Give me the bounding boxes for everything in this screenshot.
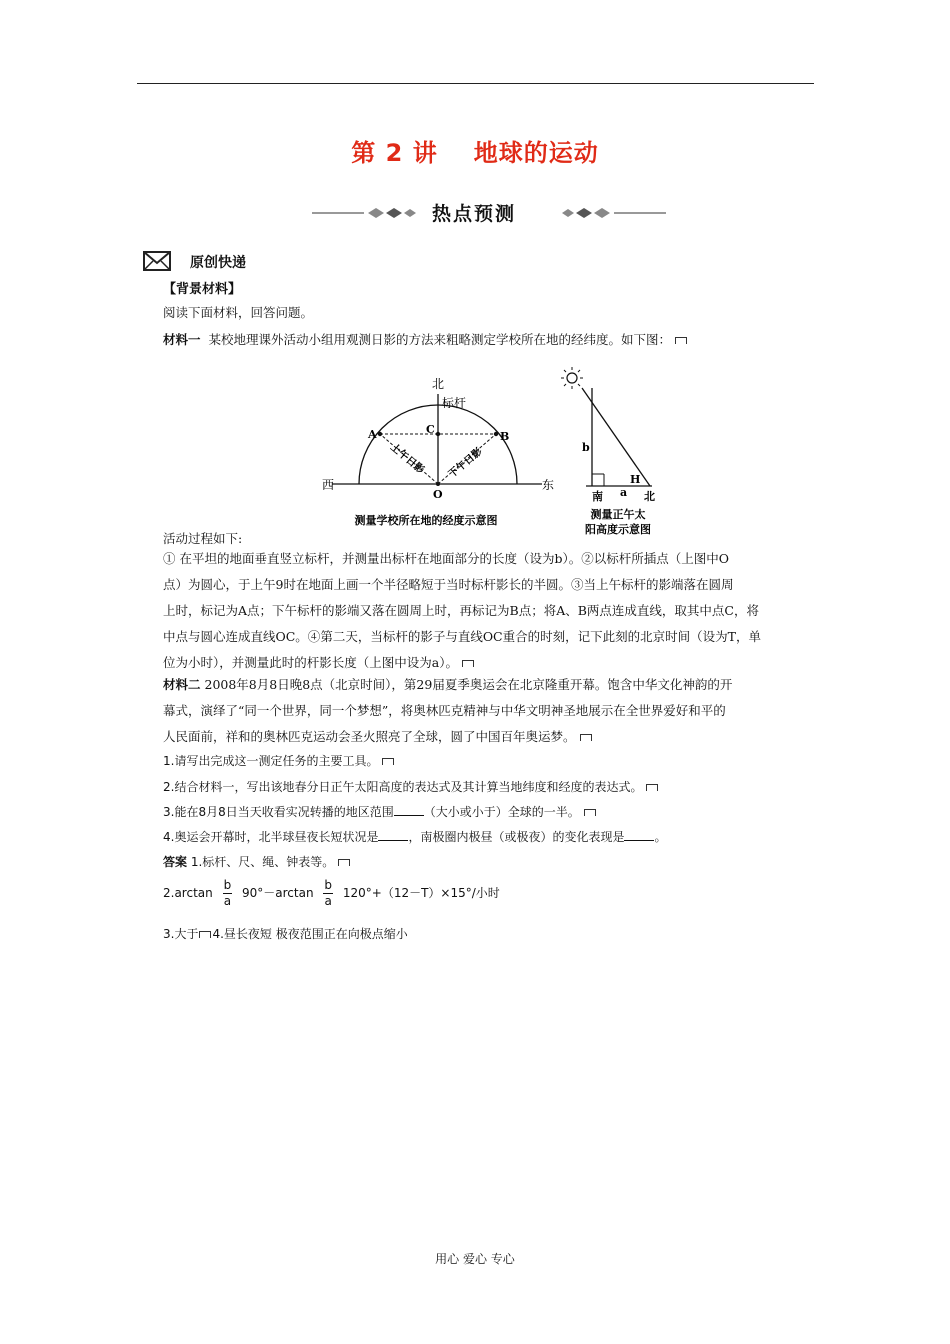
answer-2: [163, 878, 500, 909]
question-4-text-b: ，南极圈内极昼（或极夜）的变化表现是: [408, 830, 625, 844]
para-mark: [580, 734, 592, 741]
page-footer: 用心 爱心 专心: [435, 1252, 515, 1266]
material2-line: 2008年8月8日晚8点（北京时间），第29届夏季奥运会在北京隆重开幕。饱含中华文化神韵的开: [204, 677, 733, 692]
material2-line: 幕式，演绎了“同一个世界，同一个梦想”，将奥林匹克精神与中华文明神圣地展示在全世界爱好和平的: [163, 703, 726, 718]
para-mark: [584, 809, 596, 816]
process-line: 点）为圆心，于上午9时在地面上画一个半径略短于当时标杆影长的半圆。③当上午标杆的影端落在圆周: [163, 577, 734, 592]
para-mark: [338, 859, 350, 866]
section-heading: 热点预测: [432, 203, 517, 225]
figure-solar-altitude: [558, 366, 668, 538]
fig2-h-label: H: [630, 473, 641, 486]
material2-label: 材料二: [163, 677, 201, 692]
question-3-text-b: （大小或小于）全球的一半。: [423, 805, 580, 819]
process-paragraph: [163, 546, 813, 676]
question-3-text-a: 3.能在8月8日当天收看实况转播的地区范围: [163, 805, 394, 819]
answer-blank[interactable]: [378, 828, 408, 841]
para-mark: [675, 337, 687, 344]
question-4-text-a: 4.奥运会开幕时，北半球昼夜长短状况是: [163, 830, 379, 844]
fig1-morning-label: 上午日影: [388, 441, 426, 477]
answer-4-text: 4.昼长夜短 极夜范围正在向极点缩小: [212, 927, 408, 941]
question-3: [163, 803, 596, 820]
process-line: 上时，标记为A点；下午标杆的影端又落在圆周上时，再标记为B点；将A、B两点连成直线，取其中点C，将: [163, 603, 759, 618]
fig1-north-label: 北: [431, 377, 445, 391]
fig2-caption-2: 阳高度示意图: [585, 523, 651, 536]
fig1-point-o: O: [433, 488, 443, 501]
title-part1: 第 2 讲: [351, 139, 438, 167]
fig2-caption-1: 测量正午太: [590, 508, 646, 521]
material2-line: 人民面前，祥和的奥林匹克运动会圣火照亮了全球，圆了中国百年奥运梦。: [163, 729, 576, 744]
fig1-east-label: 东: [542, 478, 555, 492]
intro-text: 阅读下面材料，回答问题。: [163, 305, 314, 320]
fig2-south-label: 南: [592, 490, 603, 503]
answer-2-prefix: 2.arctan: [163, 886, 213, 900]
question-4-text-c: 。: [654, 830, 667, 844]
question-4: [163, 828, 666, 845]
answer-3-text: 3.大于: [163, 927, 199, 941]
fig2-a-label: a: [620, 486, 628, 499]
fraction-b-over-a: [223, 878, 233, 909]
title-part2: 地球的运动: [473, 139, 599, 167]
fraction-b-over-a: [323, 878, 333, 909]
fig1-west-label: 西: [322, 478, 335, 492]
material2-paragraph: [163, 672, 813, 750]
question-1-text: 1.请写出完成这一测定任务的主要工具。: [163, 754, 379, 768]
fig1-point-b: B: [500, 430, 510, 443]
answer-blank[interactable]: [394, 803, 424, 816]
sub-heading: 原创快递: [190, 255, 246, 271]
answer-3-4: [163, 925, 408, 942]
para-mark: [382, 758, 394, 765]
answer-label: 答案: [163, 855, 188, 869]
answer-2-mid: 90°－arctan: [242, 886, 314, 900]
fig1-point-c: C: [426, 423, 435, 436]
question-2: [163, 778, 658, 795]
fig2-b-label: b: [582, 441, 590, 454]
process-line: ① 在平坦的地面垂直竖立标杆，并测量出标杆在地面部分的长度（设为b）。②以标杆所插点（上图中O: [163, 551, 729, 566]
fraction-numerator: b: [324, 878, 333, 892]
fig1-point-a: A: [368, 428, 377, 441]
para-mark: [646, 784, 658, 791]
fig2-north-label: 北: [644, 490, 655, 503]
process-label: 活动过程如下:: [163, 531, 243, 546]
question-2-text: 2.结合材料一，写出该地春分日正午太阳高度的表达式及其计算当地纬度和经度的表达式。: [163, 780, 643, 794]
answer-blank[interactable]: [624, 828, 654, 841]
material1-label: 材料一: [163, 332, 201, 347]
fig1-pole-label: 标杆: [442, 396, 467, 410]
fig1-caption: 测量学校所在地的经度示意图: [354, 514, 498, 527]
para-mark: [199, 931, 211, 938]
envelope-icon: [143, 250, 171, 272]
answer-1: [163, 853, 350, 870]
fraction-numerator: b: [223, 878, 232, 892]
sun-icon: [561, 367, 583, 389]
top-rule: [137, 83, 814, 84]
process-line: 中点与圆心连成直线OC。④第二天，当标杆的影子与直线OC重合的时刻，记下此刻的北京时间（设为T，单: [163, 629, 761, 644]
fraction-denominator: a: [324, 894, 332, 908]
background-label: 【背景材料】: [163, 282, 242, 297]
answer-1-text: 1.标杆、尺、绳、钟表等。: [190, 855, 335, 869]
question-1: [163, 752, 394, 769]
process-line: 位为小时），并测量此时的杆影长度（上图中设为a）。: [163, 655, 458, 670]
para-mark: [462, 660, 474, 667]
material1-text: 某校地理课外活动小组用观测日影的方法来粗略测定学校所在地的经纬度。如下图：: [208, 332, 671, 347]
page-title: [0, 133, 950, 168]
fraction-denominator: a: [223, 894, 232, 908]
figure-longitude: [318, 372, 558, 532]
material1-line: [163, 330, 687, 348]
fig1-afternoon-label: 下午日影: [446, 446, 485, 481]
answer-2-suffix: 120°+（12－T）×15°/小时: [342, 886, 500, 900]
